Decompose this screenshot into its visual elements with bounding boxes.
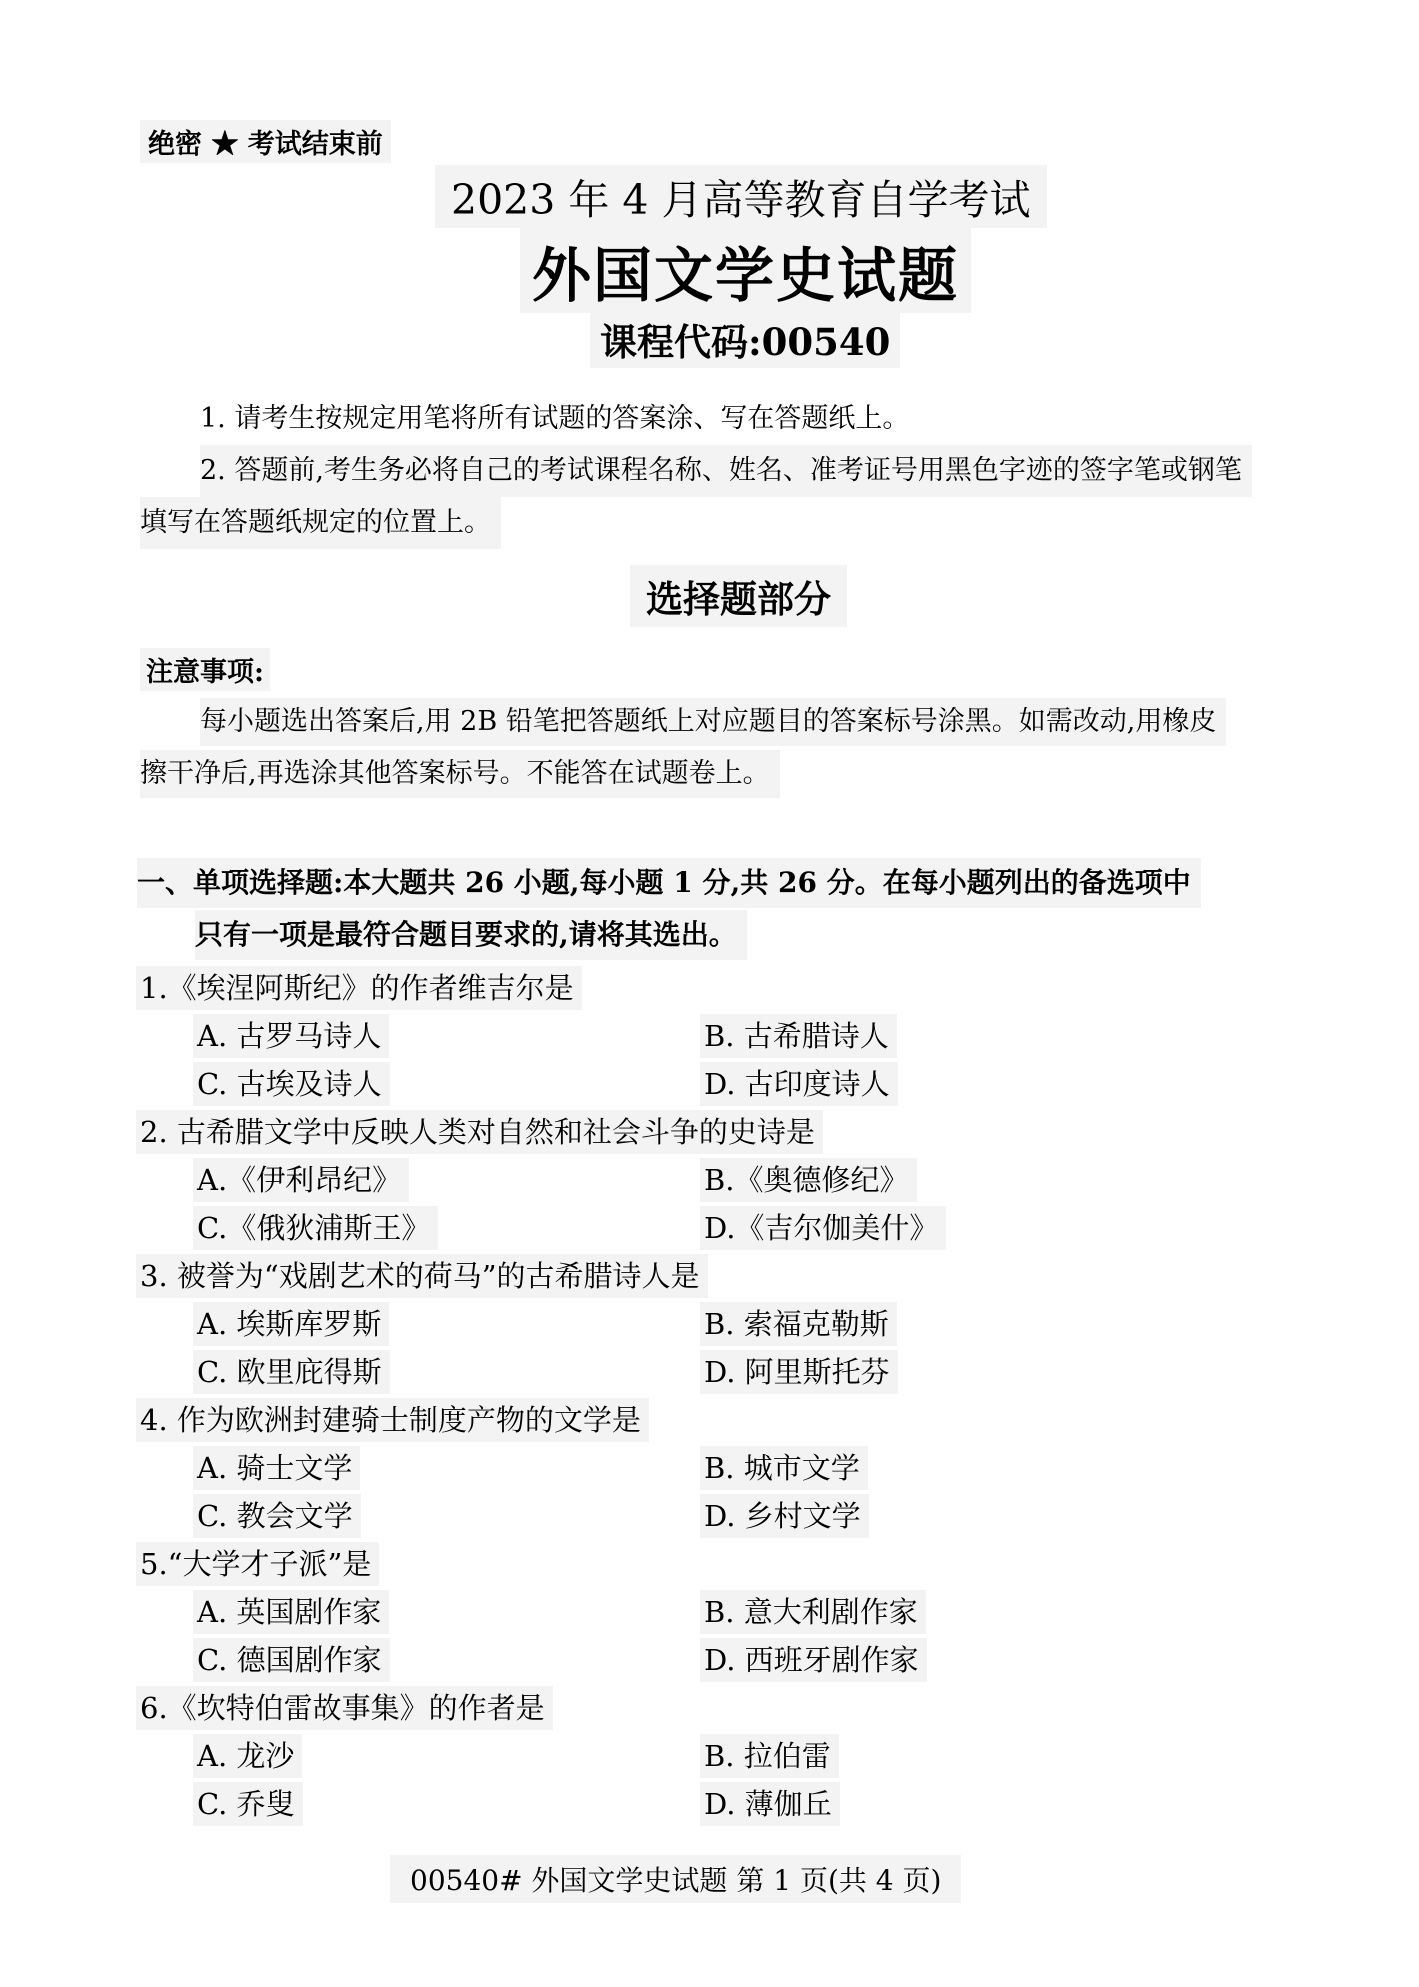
option-c: C. 教会文学 bbox=[193, 1494, 361, 1538]
option-b: B. 古希腊诗人 bbox=[700, 1014, 897, 1058]
option-c: C.《俄狄浦斯王》 bbox=[193, 1206, 438, 1250]
exam-title: 2023 年 4 月高等教育自学考试 bbox=[435, 165, 1047, 228]
option-b: B. 意大利剧作家 bbox=[700, 1590, 926, 1634]
instruction-rule-1: 1. 请考生按规定用笔将所有试题的答案涂、写在答题纸上。 bbox=[200, 403, 910, 434]
course-code: 课程代码:00540 bbox=[590, 310, 900, 368]
option-d: D. 薄伽丘 bbox=[700, 1782, 840, 1826]
option-b: B.《奥德修纪》 bbox=[700, 1158, 917, 1202]
option-b: B. 索福克勒斯 bbox=[700, 1302, 897, 1346]
option-b: B. 城市文学 bbox=[700, 1446, 868, 1490]
question-stem: 2. 古希腊文学中反映人类对自然和社会斗争的史诗是 bbox=[136, 1110, 823, 1154]
question-stem: 5.“大学才子派”是 bbox=[136, 1542, 379, 1586]
instruction-rule-2-continued: 填写在答题纸规定的位置上。 bbox=[140, 497, 501, 549]
option-c: C. 欧里庇得斯 bbox=[193, 1350, 390, 1394]
notice-text: 每小题选出答案后,用 2B 铅笔把答题纸上对应题目的答案标号涂黑。如需改动,用橡皮 bbox=[200, 698, 1226, 746]
question-stem: 4. 作为欧洲封建骑士制度产物的文学是 bbox=[136, 1398, 649, 1442]
option-b: B. 拉伯雷 bbox=[700, 1734, 839, 1778]
option-a: A. 龙沙 bbox=[193, 1734, 302, 1778]
subject-title: 外国文学史试题 bbox=[520, 228, 971, 313]
notice-label: 注意事项: bbox=[140, 648, 270, 691]
option-c: C. 古埃及诗人 bbox=[193, 1062, 390, 1106]
option-c: C. 乔叟 bbox=[193, 1782, 303, 1826]
option-d: D. 古印度诗人 bbox=[700, 1062, 898, 1106]
option-a: A. 埃斯库罗斯 bbox=[193, 1302, 389, 1346]
option-c: C. 德国剧作家 bbox=[193, 1638, 390, 1682]
confidential-label: 绝密 ★ 考试结束前 bbox=[140, 120, 391, 163]
option-a: A. 英国剧作家 bbox=[193, 1590, 389, 1634]
option-d: D.《吉尔伽美什》 bbox=[700, 1206, 946, 1250]
question-stem: 3. 被誉为“戏剧艺术的荷马”的古希腊诗人是 bbox=[136, 1254, 708, 1298]
question-stem: 6.《坎特伯雷故事集》的作者是 bbox=[136, 1686, 553, 1730]
option-d: D. 西班牙剧作家 bbox=[700, 1638, 927, 1682]
option-d: D. 乡村文学 bbox=[700, 1494, 869, 1538]
page-footer: 00540# 外国文学史试题 第 1 页(共 4 页) bbox=[390, 1855, 961, 1903]
notice-text-continued: 擦干净后,再选涂其他答案标号。不能答在试题卷上。 bbox=[140, 750, 780, 798]
instruction-rule-2: 2. 答题前,考生务必将自己的考试课程名称、姓名、准考证号用黑色字迹的签字笔或钢笔 bbox=[200, 445, 1252, 497]
section-title: 选择题部分 bbox=[630, 565, 847, 627]
option-a: A. 古罗马诗人 bbox=[193, 1014, 389, 1058]
part-heading: 一、单项选择题:本大题共 26 小题,每小题 1 分,共 26 分。在每小题列出的备选项中 bbox=[137, 858, 1201, 908]
option-a: A.《伊利昂纪》 bbox=[193, 1158, 409, 1202]
option-d: D. 阿里斯托芬 bbox=[700, 1350, 898, 1394]
option-a: A. 骑士文学 bbox=[193, 1446, 360, 1490]
question-stem: 1.《埃涅阿斯纪》的作者维吉尔是 bbox=[136, 966, 582, 1010]
part-heading-continued: 只有一项是最符合题目要求的,请将其选出。 bbox=[195, 910, 747, 960]
